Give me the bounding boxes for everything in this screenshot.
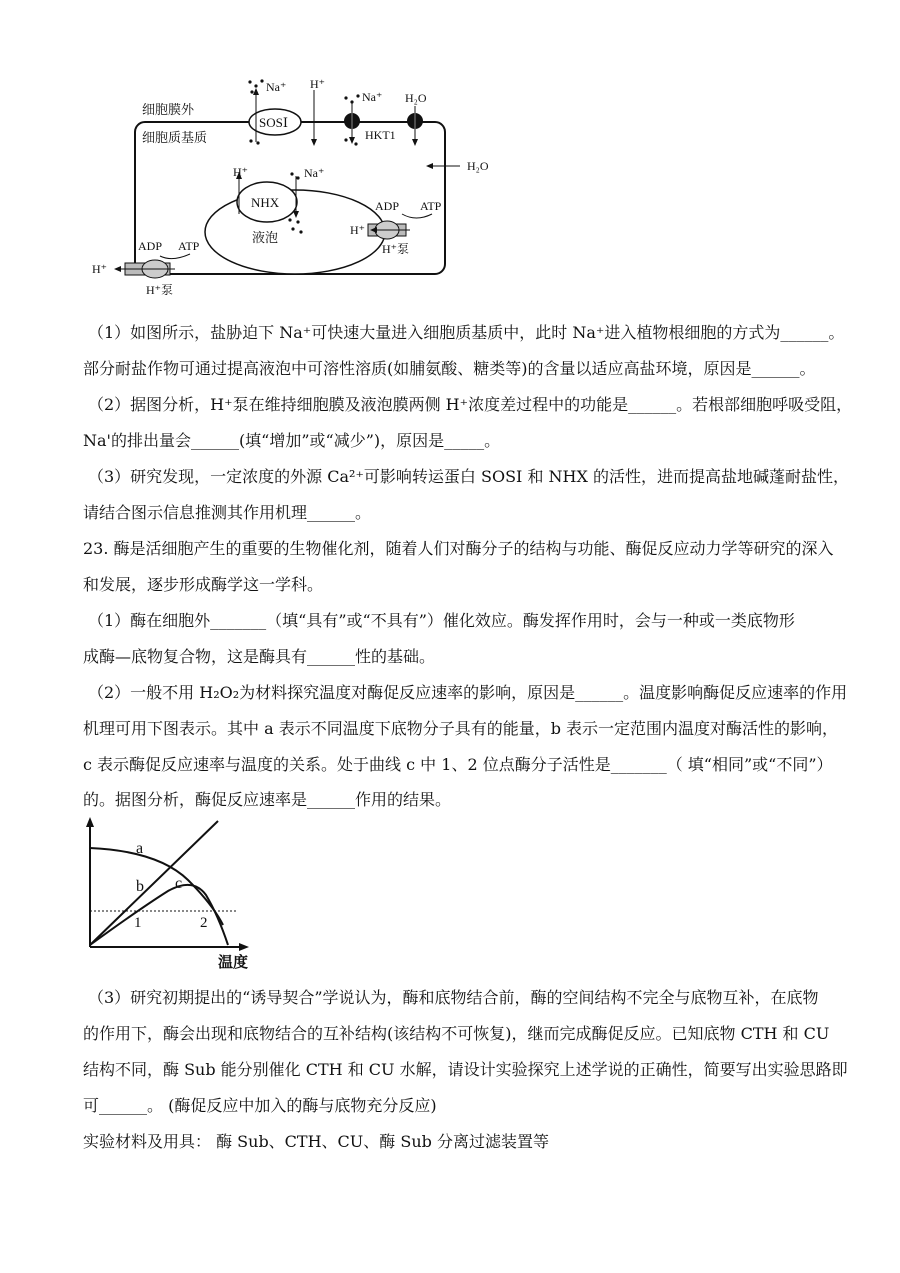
x-axis-label: 温度 [218, 955, 249, 971]
membrane-atp-label: ATP [178, 239, 200, 253]
point-2-label: 2 [200, 915, 208, 931]
vacuole-atp-label: ATP [420, 199, 442, 213]
cell-transport-diagram [80, 72, 510, 297]
membrane-h-label: H⁺ [92, 262, 107, 276]
q23-line13: 实验材料及用具： 酶 Sub、CTH、CU、酶 Sub 分离过滤装置等 [83, 1132, 549, 1151]
q23-line8: 的。据图分析，酶促反应速率是______作用的结果。 [83, 790, 452, 809]
q23-line4: 成酶—底物复合物，这是酶具有______性的基础。 [83, 647, 436, 666]
q23-line11: 结构不同，酶 Sub 能分别催化 CTH 和 CU 水解，请设计实验探究上述学说的正确性，简要写出实验思路即 [83, 1060, 848, 1079]
q23-line10: 的作用下，酶会出现和底物结合的互补结构(该结构不可恢复)，继而完成酶促反应。已知底物 CTH 和 CU [83, 1024, 830, 1043]
na-channel-na-label: Na⁺ [362, 90, 383, 104]
nhx-h-label: H⁺ [233, 165, 248, 179]
point-1-label: 1 [134, 915, 142, 931]
q23-line9: （3）研究初期提出的“诱导契合”学说认为，酶和底物结合前，酶的空间结构不完全与底物互补，在底物 [88, 988, 819, 1007]
nhx-label: NHX [251, 195, 280, 210]
q22-line4: Na'的排出量会______(填“增加”或“减少”)，原因是_____。 [83, 431, 501, 450]
q23-line2: 和发展，逐步形成酶学这一学科。 [83, 575, 324, 594]
curve-b [90, 848, 223, 925]
label-outside: 细胞膜外 [142, 102, 195, 117]
q23-line7: c 表示酶促反应速率与温度的关系。处于曲线 c 中 1、2 位点酶分子活性是_______（ 填“相同”或“不同”） [83, 755, 833, 774]
vacuole-pump-label: H⁺泵 [382, 242, 410, 256]
label-a: b [136, 878, 144, 895]
q22-line1: （1）如图所示，盐胁迫下 Na⁺可快速大量进入细胞质基质中，此时 Na⁺进入植物根细胞的方式为______。 [88, 323, 845, 342]
sos1-na-label: Na⁺ [266, 80, 287, 94]
q22-line5: （3）研究发现，一定浓度的外源 Ca²⁺可影响转运蛋白 SOSI 和 NHX 的活性，进而提高盐地碱蓬耐盐性， [88, 467, 849, 486]
q23-line12: 可______。 (酶促反应中加入的酶与底物充分反应) [83, 1096, 437, 1115]
hkt1-label: HKT1 [365, 128, 396, 142]
h2o-right-label: H₂O [467, 159, 489, 173]
q22-line3: （2）据图分析，H⁺泵在维持细胞膜及液泡膜两侧 H⁺浓度差过程中的功能是______。若根部细胞呼吸受阻， [88, 395, 853, 414]
h2o-top-label: H₂O [405, 91, 427, 105]
q22-line6: 请结合图示信息推测其作用机理______。 [83, 503, 372, 522]
membrane-adp-label: ADP [138, 239, 163, 253]
sos1-label: SOSⅠ [259, 115, 288, 130]
q22-line2: 部分耐盐作物可通过提高液泡中可溶性溶质(如脯氨酸、糖类等)的含量以适应高盐环境，原因是______。 [83, 359, 816, 378]
label-c: c [175, 875, 183, 892]
sos1-h-label: H⁺ [310, 77, 325, 91]
q23-line3: （1）酶在细胞外_______（填“具有”或“不具有”）催化效应。酶发挥作用时，会与一种或一类底物形 [88, 611, 795, 630]
vacuole-label: 液泡 [252, 230, 279, 245]
membrane-pump-label: H⁺泵 [146, 283, 174, 297]
nhx-na-label: Na⁺ [304, 166, 325, 180]
label-cytoplasm: 细胞质基质 [142, 130, 208, 145]
q23-line6: 机理可用下图表示。其中 a 表示不同温度下底物分子具有的能量，b 表示一定范围内温度对酶活性的影响， [83, 719, 839, 738]
vacuole-adp-label: ADP [375, 199, 400, 213]
curve-a [90, 821, 218, 945]
label-b: a [136, 840, 144, 857]
q23-line1: 23. 酶是活细胞产生的重要的生物催化剂，随着人们对酶分子的结构与功能、酶促反应动力学等研究的深入 [83, 539, 834, 558]
q23-line5: （2）一般不用 H₂O₂为材料探究温度对酶促反应速率的影响，原因是______。温度影响酶促反应速率的作用 [88, 683, 848, 702]
temperature-rate-chart [78, 815, 268, 975]
vacuole-h-label: H⁺ [350, 223, 365, 237]
